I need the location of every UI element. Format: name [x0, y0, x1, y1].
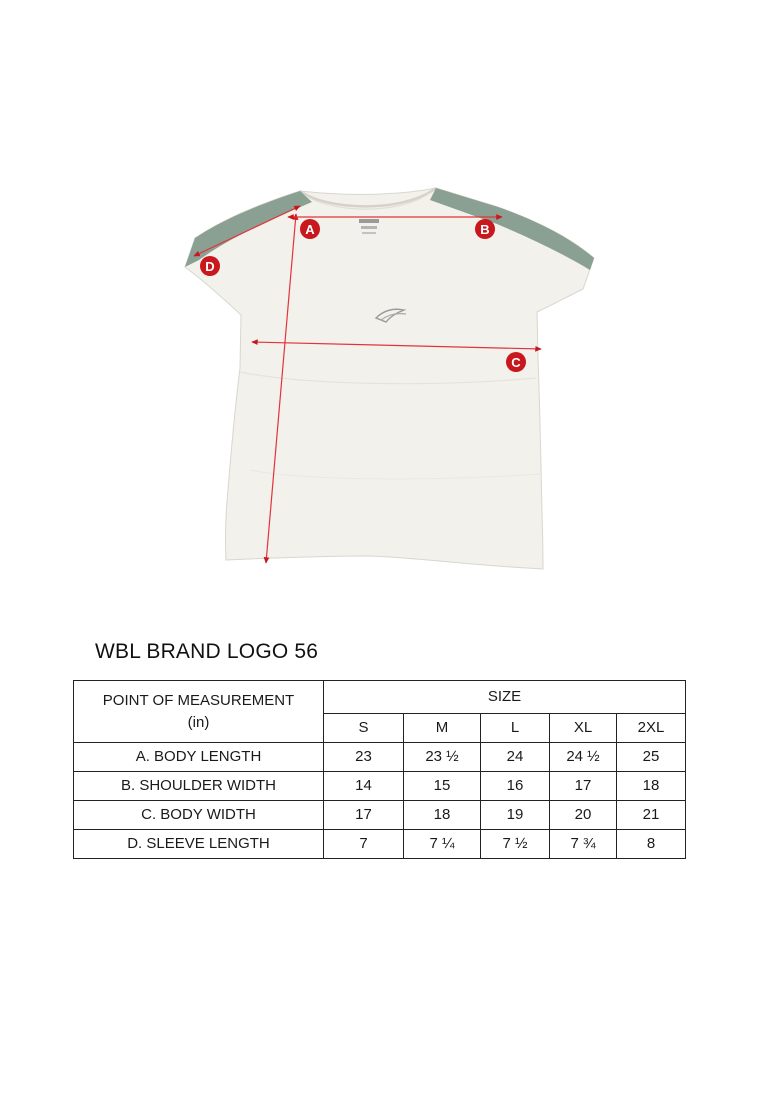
measurement-value: 21	[617, 801, 686, 830]
measurement-value: 14	[324, 772, 404, 801]
marker-c	[506, 352, 526, 372]
size-label: L	[481, 714, 550, 743]
measurement-label: C. BODY WIDTH	[74, 801, 324, 830]
measurement-label: A. BODY LENGTH	[74, 743, 324, 772]
measurement-value: 15	[404, 772, 481, 801]
size-label: XL	[550, 714, 617, 743]
measurement-value: 7 ¾	[550, 830, 617, 859]
svg-text:A: A	[305, 222, 315, 237]
pom-header-cell	[74, 681, 324, 743]
svg-text:B: B	[480, 222, 490, 237]
measurement-value: 24 ½	[550, 743, 617, 772]
size-chart-table	[73, 680, 686, 859]
unit-label: (in)	[187, 713, 210, 731]
table-row	[74, 830, 686, 859]
measurement-value: 17	[324, 801, 404, 830]
measurement-value: 19	[481, 801, 550, 830]
pom-header: POINT OF MEASUREMENT	[102, 691, 295, 709]
measurement-value: 25	[617, 743, 686, 772]
marker-b	[475, 219, 495, 239]
measurement-label: D. SLEEVE LENGTH	[74, 830, 324, 859]
measurement-value: 18	[617, 772, 686, 801]
measurement-value: 7 ½	[481, 830, 550, 859]
marker-d	[200, 256, 220, 276]
size-header-row	[74, 681, 686, 714]
measurement-value: 20	[550, 801, 617, 830]
svg-text:D: D	[205, 259, 215, 274]
measurement-value: 17	[550, 772, 617, 801]
measurement-value: 23	[324, 743, 404, 772]
size-label: 2XL	[617, 714, 686, 743]
measurement-value: 16	[481, 772, 550, 801]
measurement-value: 18	[404, 801, 481, 830]
measurement-label: B. SHOULDER WIDTH	[74, 772, 324, 801]
table-row	[74, 772, 686, 801]
measurement-value: 24	[481, 743, 550, 772]
size-label: M	[404, 714, 481, 743]
marker-a	[300, 219, 320, 239]
measurement-value: 7 ¼	[404, 830, 481, 859]
measurement-value: 7	[324, 830, 404, 859]
svg-text:C: C	[511, 355, 521, 370]
product-title: WBL BRAND LOGO 56	[95, 640, 319, 663]
measurement-value: 8	[617, 830, 686, 859]
table-row	[74, 801, 686, 830]
table-row	[74, 743, 686, 772]
measurement-value: 23 ½	[404, 743, 481, 772]
size-label: S	[324, 714, 404, 743]
size-header: SIZE	[324, 681, 686, 714]
